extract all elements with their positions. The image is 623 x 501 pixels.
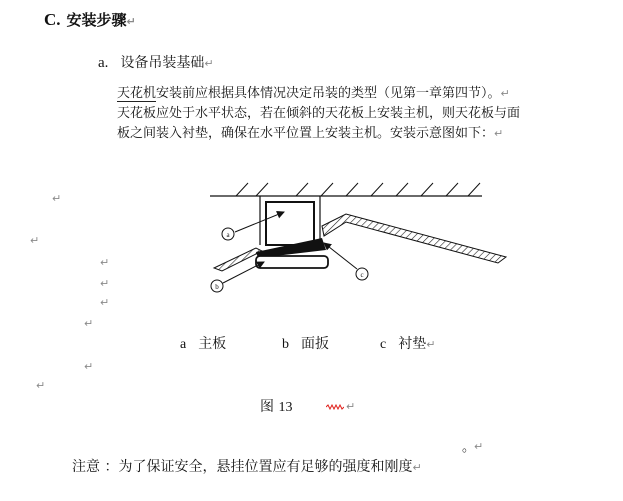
legend-item-c xyxy=(380,333,435,353)
safety-note xyxy=(72,456,422,476)
underlined-term: 天花机 xyxy=(117,86,157,101)
legend-key: b xyxy=(282,337,289,352)
legend-key: a xyxy=(180,337,187,352)
paragraph-mark: ↵ xyxy=(426,338,436,351)
sloped-ceiling xyxy=(322,214,506,263)
paragraph-mark: ↵ xyxy=(346,400,356,413)
main-unit xyxy=(266,202,314,245)
subsection-letter: a. xyxy=(98,55,109,71)
ceiling-hatching xyxy=(236,183,480,196)
paragraph-mark: ↵ xyxy=(126,15,136,28)
face-panel xyxy=(256,256,328,268)
legend-label: 主板 xyxy=(198,336,227,352)
paragraph-mark: ↵ xyxy=(100,277,110,290)
note-text: 注意 ：为了保证安全，悬挂位置应有足够的强度和刚度 xyxy=(72,459,413,475)
caption-prefix: 图 xyxy=(260,399,274,415)
paragraph-mark: ↵ xyxy=(500,87,510,100)
label-a-text: a xyxy=(226,231,230,239)
paragraph-mark: ↵ xyxy=(204,57,214,70)
paragraph-mark: ↵ xyxy=(84,317,94,330)
caption-number: 13 xyxy=(278,400,293,415)
legend-item-b xyxy=(282,333,329,353)
leader-c xyxy=(324,243,357,269)
paragraph-mark: ↵ xyxy=(474,440,484,453)
paragraph-mark: ↵ xyxy=(100,256,110,269)
line3-text: 板之间装入衬垫，确保在水平位置上安装主机。安装示意图如下： xyxy=(117,126,495,141)
label-b-text: b xyxy=(215,283,219,291)
subsection-title: 设备吊装基础 xyxy=(120,55,205,71)
paragraph-mark: ↵ xyxy=(52,192,62,205)
figure-caption xyxy=(260,396,292,416)
section-letter: C. xyxy=(44,10,61,29)
section-title: 安装步骤 xyxy=(66,11,127,29)
legend-key: c xyxy=(380,337,387,352)
paragraph-mark: ↵ xyxy=(494,127,504,140)
paragraph-mark: ↵ xyxy=(36,379,46,392)
paragraph-mark: ↵ xyxy=(30,234,40,247)
line1-text: 安装前应根据具体情况决定吊装的类型（见第一章第四节）。 xyxy=(156,86,501,101)
legend-label: 面扳 xyxy=(301,336,329,352)
paragraph-mark: ↵ xyxy=(84,360,94,373)
legend-label: 衬垫 xyxy=(398,336,427,352)
paragraph-mark: ↵ xyxy=(100,296,110,309)
legend-item-a xyxy=(180,333,226,353)
label-c-text: c xyxy=(360,271,364,279)
line2-text: 天花板应处于水平状态，若在倾斜的天花板上安装主机，则天花板与面 xyxy=(117,106,521,121)
trailing-period: 。 xyxy=(462,440,476,455)
sloped-ceiling-left xyxy=(214,248,262,271)
paragraph-mark: ↵ xyxy=(412,461,422,474)
spellcheck-squiggle xyxy=(326,404,344,410)
